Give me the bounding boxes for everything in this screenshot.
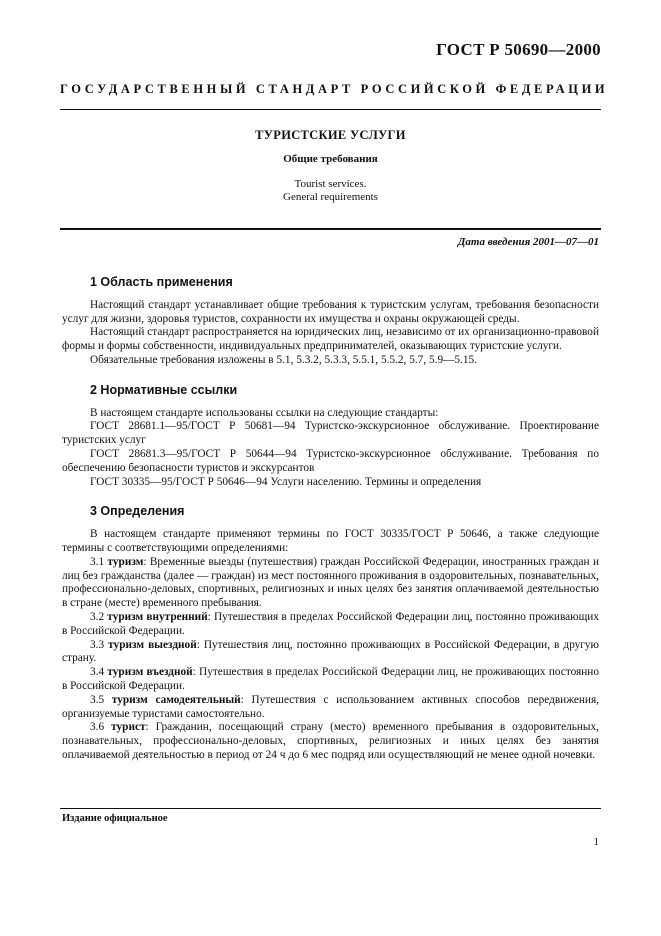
header-rule bbox=[60, 109, 601, 110]
document-title: ТУРИСТСКИЕ УСЛУГИ bbox=[255, 128, 406, 142]
section-heading-scope: 1 Область применения bbox=[90, 275, 233, 289]
definition-text: : Путешествия в пределах Российской Федерации лиц, постоянно проживающих в Российской Федерации. bbox=[62, 610, 599, 637]
document-subtitle: Общие требования bbox=[283, 153, 378, 165]
reference-item: ГОСТ 28681.1—95/ГОСТ Р 50681—94 Туристско-экскурсионное обслуживание. Проектирование туристских услуг bbox=[62, 420, 599, 447]
definition-item bbox=[62, 611, 599, 639]
english-title-line-1: Tourist services. bbox=[294, 178, 367, 190]
definition-number: 3.1 bbox=[90, 555, 105, 568]
definition-number: 3.5 bbox=[90, 693, 105, 706]
definition-number: 3.2 bbox=[90, 610, 105, 623]
page-number: 1 bbox=[593, 836, 599, 848]
reference-item: ГОСТ 28681.3—95/ГОСТ Р 50644—94 Туристско-экскурсионное обслуживание. Требования по обеспечению безопасности туристов и экскурсантов bbox=[62, 447, 599, 474]
section-heading-references: 2 Нормативные ссылки bbox=[90, 382, 238, 397]
definition-item bbox=[62, 639, 599, 667]
definition-number: 3.4 bbox=[90, 666, 105, 679]
paragraph: Настоящий стандарт устанавливает общие требования к туристским услугам, требования безопасности услуг для жизни, здоровья туристов, сохранности их имущества и охраны окружающей среды. bbox=[62, 298, 599, 325]
definition-term: туризм выездной bbox=[108, 638, 197, 651]
definition-term: туризм bbox=[107, 555, 144, 568]
definition-text: : Путешествия лиц, постоянно проживающих в Российской Федерации, в другую страну. bbox=[62, 638, 599, 665]
definition-term: турист bbox=[111, 721, 146, 734]
definition-text: : Гражданин, посещающий страну (место) временного пребывания в оздоровительных, познавательных, профессионально-деловых, спортивных, религиозных и иных целях без занятия оплачиваемой деятельностью в период от 24 ч до 6 мес подряд или осуществляющий не менее одной ночевки. bbox=[62, 721, 599, 761]
footer-rule bbox=[60, 808, 601, 809]
definition-item bbox=[62, 694, 599, 722]
definition-term: туризм внутренний bbox=[107, 610, 208, 623]
definition-number: 3.6 bbox=[90, 721, 105, 734]
document-body bbox=[62, 270, 599, 763]
paragraph: В настоящем стандарте использованы ссылки на следующие стандарты: bbox=[90, 406, 439, 419]
english-title-line-2: General requirements bbox=[283, 191, 378, 203]
definition-term: туризм въездной bbox=[107, 666, 193, 679]
definition-item bbox=[62, 721, 599, 762]
header-banner: ГОСУДАРСТВЕННЫЙ СТАНДАРТ РОССИЙСКОЙ ФЕДЕРАЦИИ bbox=[60, 82, 609, 96]
paragraph: В настоящем стандарте применяют термины по ГОСТ 30335/ГОСТ Р 50646, а также следующие термины с соответствующими определениями: bbox=[62, 528, 599, 554]
title-rule bbox=[60, 228, 601, 230]
reference-item: ГОСТ 30335—95/ГОСТ Р 50646—94 Услуги населению. Термины и определения bbox=[90, 475, 482, 488]
english-title bbox=[0, 178, 661, 204]
paragraph: Обязательные требования изложены в 5.1, 5.3.2, 5.3.3, 5.5.1, 5.5.2, 5.7, 5.9—5.15. bbox=[90, 353, 477, 366]
standard-number: ГОСТ Р 50690—2000 bbox=[436, 40, 601, 59]
definition-number: 3.3 bbox=[90, 638, 105, 651]
paragraph: Настоящий стандарт распространяется на юридических лиц, независимо от их организационно-правовой формы и формы собственности, индивидуальных предпринимателей, оказывающих туристские услуги. bbox=[62, 326, 599, 353]
definition-item bbox=[62, 556, 599, 611]
definition-term: туризм самодеятельный bbox=[111, 693, 241, 706]
definition-text: : Путешествия с использованием активных способов передвижения, организуемые туристами самостоятельно. bbox=[62, 693, 599, 720]
section-heading-definitions: 3 Определения bbox=[90, 504, 185, 519]
definition-item bbox=[62, 666, 599, 694]
definition-text: : Путешествия в пределах Российской Федерации лиц, не проживающих постоянно в Российской Федерации. bbox=[62, 666, 599, 692]
introduction-date: Дата введения 2001—07—01 bbox=[457, 236, 599, 248]
official-edition-note: Издание официальное bbox=[62, 813, 168, 824]
definition-text: : Временные выезды (путешествия) граждан Российской Федерации, иностранных граждан и лиц без гражданства (далее — граждан) из мест постоянного проживания в оздоровительных, познавательных, профессионально-деловых, спортивных, религиозных и иных целях без занятия оплачиваемой деятельностью в стране (месте) временного пребывания. bbox=[62, 555, 599, 610]
